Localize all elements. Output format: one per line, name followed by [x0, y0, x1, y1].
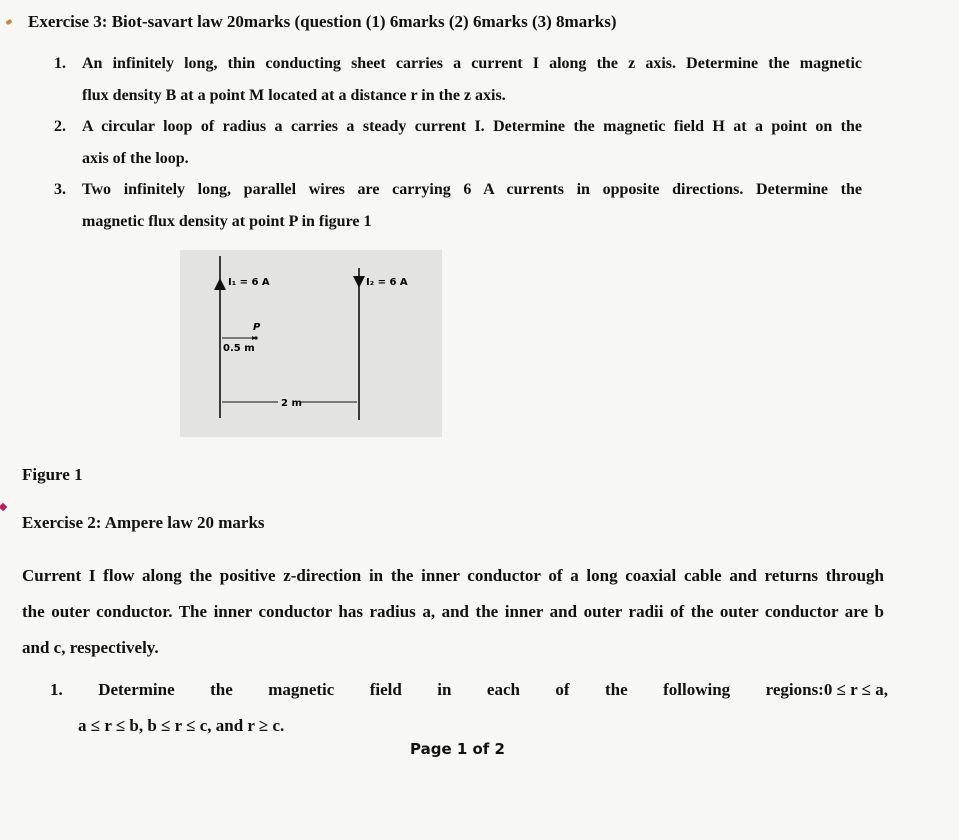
item-word: each: [486, 680, 520, 699]
item-word: of: [555, 680, 570, 699]
exercise3-title: Exercise 3: Biot-savart law 20marks (question (1) 6marks (2) 6marks (3) 8marks): [28, 12, 617, 31]
margin-mark-2: [0, 503, 7, 511]
exercise2-title: Exercise 2: Ampere law 20 marks: [22, 513, 265, 532]
i2-label: I₂ = 6 A: [366, 277, 408, 288]
question-1-line-1: An infinitely long, thin conducting sheet carries a current I along the z axis. Determine the magnetic: [82, 55, 862, 72]
question-1-line-2: flux density B at a point M located at a distance r in the z axis.: [82, 87, 506, 104]
figure-1-svg: [180, 250, 442, 437]
question-3-number: 3.: [54, 181, 66, 198]
separation-label: 2 m: [281, 398, 302, 409]
question-3-line-2: magnetic flux density at point P in figure 1: [82, 213, 372, 230]
item-1-line-2: a ≤ r ≤ b, b ≤ r ≤ c, and r ≥ c.: [78, 716, 285, 735]
item-word: the: [605, 680, 628, 699]
paragraph-line-1: Current I flow along the positive z-direction in the inner conductor of a long coaxial cable and returns through: [22, 566, 884, 585]
exercise2-item-1: [50, 672, 888, 744]
figure-caption: Figure 1: [22, 465, 83, 484]
question-2-number: 2.: [54, 118, 66, 135]
wire-1-up-arrow: [214, 278, 226, 290]
paragraph-line-3: and c, respectively.: [22, 638, 159, 657]
item-word: the: [210, 680, 233, 699]
paragraph-line-2: the outer conductor. The inner conductor has radius a, and the inner and outer radii of the outer conductor are b: [22, 602, 884, 621]
question-1: [54, 48, 862, 112]
wire-2-down-arrow: [353, 276, 365, 288]
question-3: [54, 174, 862, 238]
item-word: in: [437, 680, 452, 699]
item-word: regions:0 ≤ r ≤ a,: [765, 680, 888, 699]
i1-label: I₁ = 6 A: [228, 277, 270, 288]
margin-mark: [5, 19, 12, 25]
point-p-label: P: [253, 322, 261, 333]
item-word: magnetic: [268, 680, 335, 699]
question-2-line-2: axis of the loop.: [82, 150, 189, 167]
item-1-number: 1.: [50, 680, 63, 699]
exercise2-paragraph: [22, 558, 884, 666]
distance-label: 0.5 m: [223, 343, 255, 354]
item-word: field: [369, 680, 402, 699]
page-number: Page 1 of 2: [410, 740, 505, 758]
item-word: Determine: [98, 680, 175, 699]
item-1-line-1: [50, 672, 888, 708]
question-2-line-1: A circular loop of radius a carries a steady current I. Determine the magnetic field H at a point on the: [82, 118, 862, 135]
question-1-number: 1.: [54, 55, 66, 72]
figure-1-diagram: [180, 250, 442, 437]
item-word: following: [663, 680, 731, 699]
question-2: [54, 111, 862, 175]
question-3-line-1: Two infinitely long, parallel wires are carrying 6 A currents in opposite directions. Determine the: [82, 181, 862, 198]
